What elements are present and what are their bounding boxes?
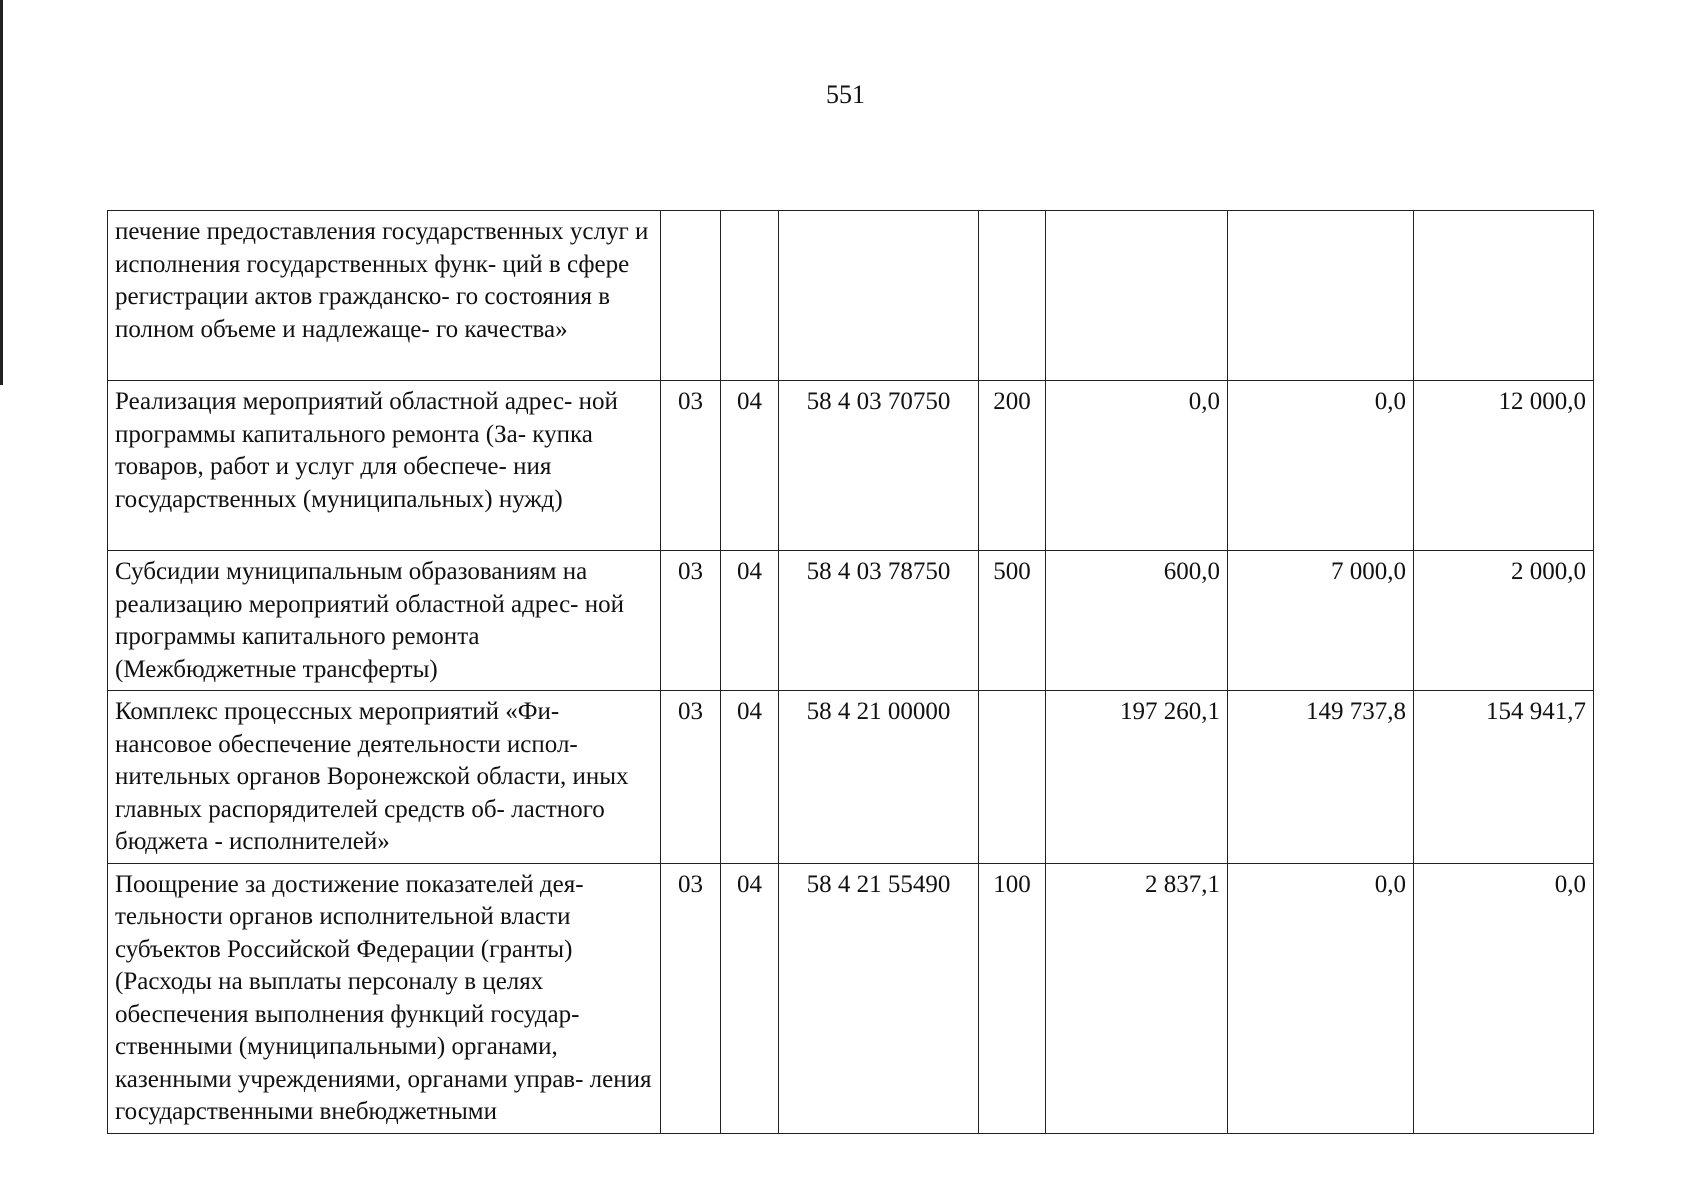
- amount-3: 2 000,0: [1414, 551, 1594, 691]
- amount-3: 0,0: [1414, 863, 1594, 1133]
- expense-type-code: [979, 691, 1046, 864]
- table-row: [108, 551, 1594, 691]
- amount-1: [1046, 211, 1228, 381]
- row-description: Субсидии муниципальным образованиям на реализацию мероприятий областной адрес- ной программы капитального ремонта (Межбюджетные трансферты): [108, 551, 661, 691]
- target-article-code: 58 4 03 70750: [779, 381, 979, 551]
- subsection-code: 04: [721, 551, 779, 691]
- table-row: [108, 691, 1594, 864]
- budget-table: [107, 210, 1594, 1134]
- expense-type-code: 500: [979, 551, 1046, 691]
- target-article-code: 58 4 21 00000: [779, 691, 979, 864]
- row-description: Комплекс процессных мероприятий «Фи- нансовое обеспечение деятельности испол- нительных органов Воронежской области, иных главных распорядителей средств об- ластного бюджета - исполнителей»: [108, 691, 661, 864]
- target-article-code: 58 4 21 55490: [779, 863, 979, 1133]
- subsection-code: 04: [721, 863, 779, 1133]
- amount-2: 7 000,0: [1228, 551, 1414, 691]
- table-row: [108, 211, 1594, 381]
- target-article-code: 58 4 03 78750: [779, 551, 979, 691]
- amount-1: 2 837,1: [1046, 863, 1228, 1133]
- amount-1: 0,0: [1046, 381, 1228, 551]
- expense-type-code: 200: [979, 381, 1046, 551]
- row-description: печение предоставления государственных услуг и исполнения государственных функ- ций в сфере регистрации актов гражданско- го состояния в полном объеме и надлежаще- го качества»: [108, 211, 661, 381]
- target-article-code: [779, 211, 979, 381]
- scan-edge-line: [0, 0, 3, 385]
- amount-1: 600,0: [1046, 551, 1228, 691]
- amount-1: 197 260,1: [1046, 691, 1228, 864]
- section-code: 03: [661, 551, 721, 691]
- expense-type-code: [979, 211, 1046, 381]
- section-code: [661, 211, 721, 381]
- section-code: 03: [661, 863, 721, 1133]
- subsection-code: 04: [721, 381, 779, 551]
- expense-type-code: 100: [979, 863, 1046, 1133]
- table-row: [108, 863, 1594, 1133]
- subsection-code: [721, 211, 779, 381]
- amount-2: 0,0: [1228, 381, 1414, 551]
- page-number: 551: [826, 80, 865, 109]
- subsection-code: 04: [721, 691, 779, 864]
- amount-3: 12 000,0: [1414, 381, 1594, 551]
- row-description: Реализация мероприятий областной адрес- ной программы капитального ремонта (За- купка товаров, работ и услуг для обеспече- ния государственных (муниципальных) нужд): [108, 381, 661, 551]
- amount-2: [1228, 211, 1414, 381]
- amount-3: 154 941,7: [1414, 691, 1594, 864]
- table-row: [108, 381, 1594, 551]
- section-code: 03: [661, 691, 721, 864]
- amount-2: 149 737,8: [1228, 691, 1414, 864]
- amount-2: 0,0: [1228, 863, 1414, 1133]
- row-description: Поощрение за достижение показателей дея- тельности органов исполнительной власти субъектов Российской Федерации (гранты) (Расходы на выплаты персоналу в целях обеспечения выполнения функций государ- ственными (муниципальными) органами, казенными учреждениями, органами управ- ления государственными внебюджетными: [108, 863, 661, 1133]
- amount-3: [1414, 211, 1594, 381]
- section-code: 03: [661, 381, 721, 551]
